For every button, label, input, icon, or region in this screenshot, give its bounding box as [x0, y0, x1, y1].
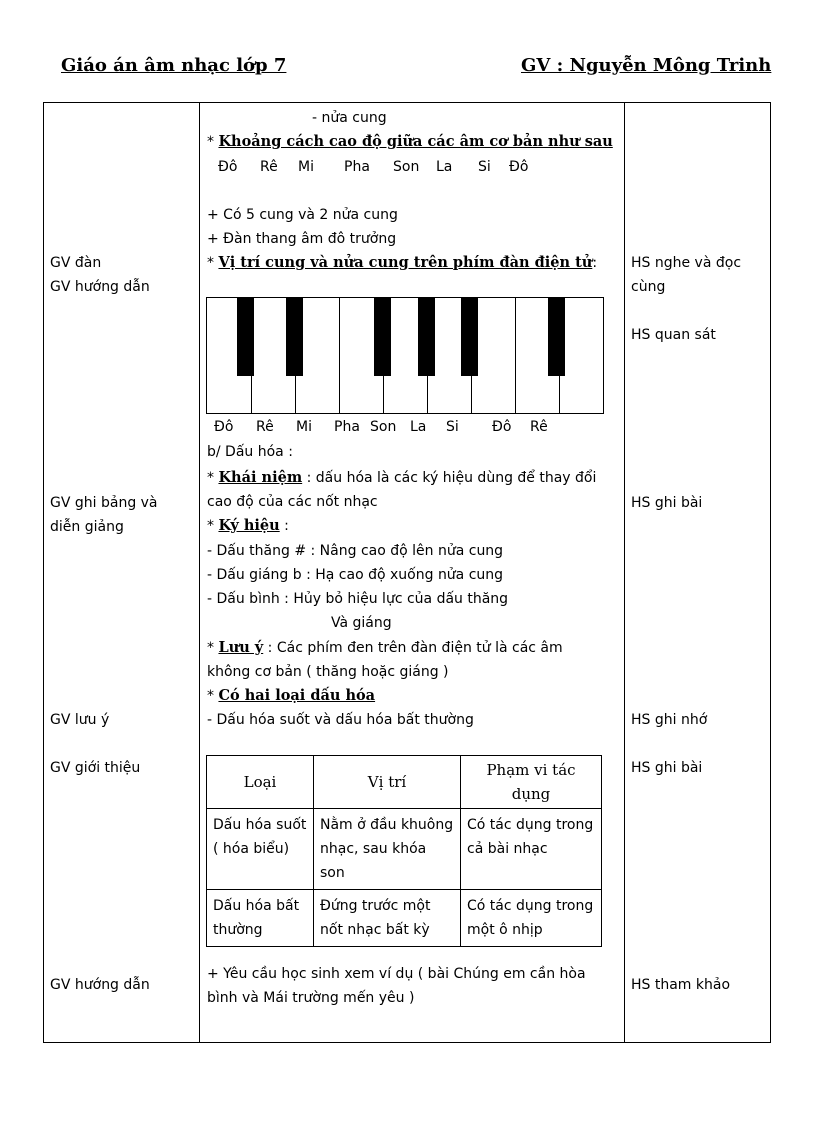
column-divider-left [199, 102, 200, 1043]
table-header-vi-tri: Vị trí [314, 756, 461, 809]
right-hs-tham-khao: HS tham khảo [631, 977, 731, 993]
khai-niem-line [207, 466, 596, 490]
black-key [418, 298, 435, 376]
piano-note: Son [370, 419, 397, 435]
luu-y-line [207, 636, 563, 660]
scale-note: Đô [509, 159, 529, 175]
right-hs-ghi-nho: HS ghi nhớ [631, 712, 708, 728]
hai-loai-title: Có hai loại dấu hóa [218, 687, 376, 704]
piano-note: Si [446, 419, 459, 435]
table-row [207, 809, 602, 890]
scale-note: Pha [344, 159, 370, 175]
piano-note: Rê [530, 419, 548, 435]
star-mark: * [207, 255, 219, 271]
piano-note: Đô [492, 419, 512, 435]
left-gv-dan: GV đàn [50, 255, 102, 271]
luu-y-text-2: không cơ bản ( thăng hoặc giáng ) [207, 664, 449, 680]
black-key [461, 298, 478, 376]
piano-note: Mi [296, 419, 312, 435]
scale-note: La [436, 159, 453, 175]
dau-thang-line: - Dấu thăng # : Nâng cao độ lên nửa cung [207, 543, 504, 559]
scale-note: Rê [260, 159, 278, 175]
star-mark: * [207, 640, 219, 656]
yeu-cau-line-2: bình và Mái trường mến yêu ) [207, 990, 415, 1006]
header-lesson-title: Giáo án âm nhạc lớp 7 [61, 55, 287, 76]
left-gv-ghi-bang: GV ghi bảng và [50, 495, 158, 511]
scale-note: Mi [298, 159, 314, 175]
table-row [207, 890, 602, 947]
khai-niem-text-2: cao độ của các nốt nhạc [207, 494, 378, 510]
piano-note: Rê [256, 419, 274, 435]
table-cell: Đứng trước một nốt nhạc bất kỳ [314, 890, 461, 947]
scale-notes-row [218, 155, 528, 179]
black-key [237, 298, 254, 376]
left-gv-luu-y: GV lưu ý [50, 712, 110, 728]
scale-note: Đô [218, 159, 238, 175]
right-hs-ghi-bai: HS ghi bài [631, 495, 703, 511]
khoang-cach-title: Khoảng cách cao độ giữa các âm cơ bản như sau [218, 133, 613, 150]
piano-notes-row [214, 415, 548, 439]
right-hs-ghi-bai-2: HS ghi bài [631, 760, 703, 776]
dan-thang-am: + Đàn thang âm đô trưởng [207, 231, 397, 247]
scale-note: Si [478, 159, 491, 175]
left-gv-huong-dan-2: GV hướng dẫn [50, 977, 150, 993]
star-mark: * [207, 470, 219, 486]
star-mark: * [207, 518, 219, 534]
vi-tri-heading [207, 251, 597, 275]
table-cell: Dấu hóa bất thường [207, 890, 314, 947]
star-mark: * [207, 688, 219, 704]
dau-hoa-heading: b/ Dấu hóa : [207, 444, 293, 460]
luu-y-text: : Các phím đen trên đàn điện tử là các âm [263, 640, 563, 656]
luu-y-title: Lưu ý [218, 639, 264, 656]
right-hs-quan-sat: HS quan sát [631, 327, 716, 343]
colon: : [592, 255, 598, 271]
ky-hieu-title: Ký hiệu [218, 517, 280, 534]
khai-niem-title: Khái niệm [218, 469, 303, 486]
black-key [374, 298, 391, 376]
white-key-divider [339, 298, 340, 413]
right-hs-nghe: HS nghe và đọc [631, 255, 742, 271]
header-teacher-name: GV : Nguyễn Mông Trinh [521, 55, 772, 76]
khoang-cach-heading [207, 130, 613, 154]
left-dien-giang: diễn giảng [50, 519, 124, 535]
va-giang-line: Và giáng [331, 615, 392, 631]
scale-note: Son [393, 159, 420, 175]
hai-loai-heading [207, 684, 375, 708]
colon: : [279, 518, 289, 534]
table-cell: Có tác dụng trong cả bài nhạc [461, 809, 602, 890]
table-cell: Có tác dụng trong một ô nhịp [461, 890, 602, 947]
table-header-pham-vi: Phạm vi tác dụng [461, 756, 602, 809]
table-header-row [207, 756, 602, 809]
right-cung: cùng [631, 279, 666, 295]
piano-keyboard [206, 297, 604, 414]
hai-loai-text: - Dấu hóa suốt và dấu hóa bất thường [207, 712, 474, 728]
piano-note: Pha [334, 419, 360, 435]
left-gv-gioi-thieu: GV giới thiệu [50, 760, 141, 776]
dau-binh-line: - Dấu bình : Hủy bỏ hiệu lực của dấu thăng [207, 591, 509, 607]
black-key [548, 298, 565, 376]
table-header-loai: Loại [207, 756, 314, 809]
khai-niem-text: : dấu hóa là các ký hiệu dùng để thay đổi [302, 470, 597, 486]
yeu-cau-line-1: + Yêu cầu học sinh xem ví dụ ( bài Chúng em cần hòa [207, 966, 586, 982]
black-key [286, 298, 303, 376]
ky-hieu-heading [207, 514, 289, 538]
accidentals-table [206, 755, 602, 947]
piano-note: Đô [214, 419, 234, 435]
vi-tri-title: Vị trí cung và nửa cung trên phím đàn điện tử [218, 254, 593, 271]
nua-cung-line: - nửa cung [312, 110, 387, 126]
dau-giang-line: - Dấu giáng b : Hạ cao độ xuống nửa cung [207, 567, 504, 583]
table-cell: Dấu hóa suốt ( hóa biểu) [207, 809, 314, 890]
column-divider-right [624, 102, 625, 1043]
co-5-cung: + Có 5 cung và 2 nửa cung [207, 207, 398, 223]
white-key-divider [515, 298, 516, 413]
left-gv-huong-dan: GV hướng dẫn [50, 279, 150, 295]
piano-note: La [410, 419, 427, 435]
table-cell: Nằm ở đầu khuông nhạc, sau khóa son [314, 809, 461, 890]
star-mark: * [207, 134, 219, 150]
